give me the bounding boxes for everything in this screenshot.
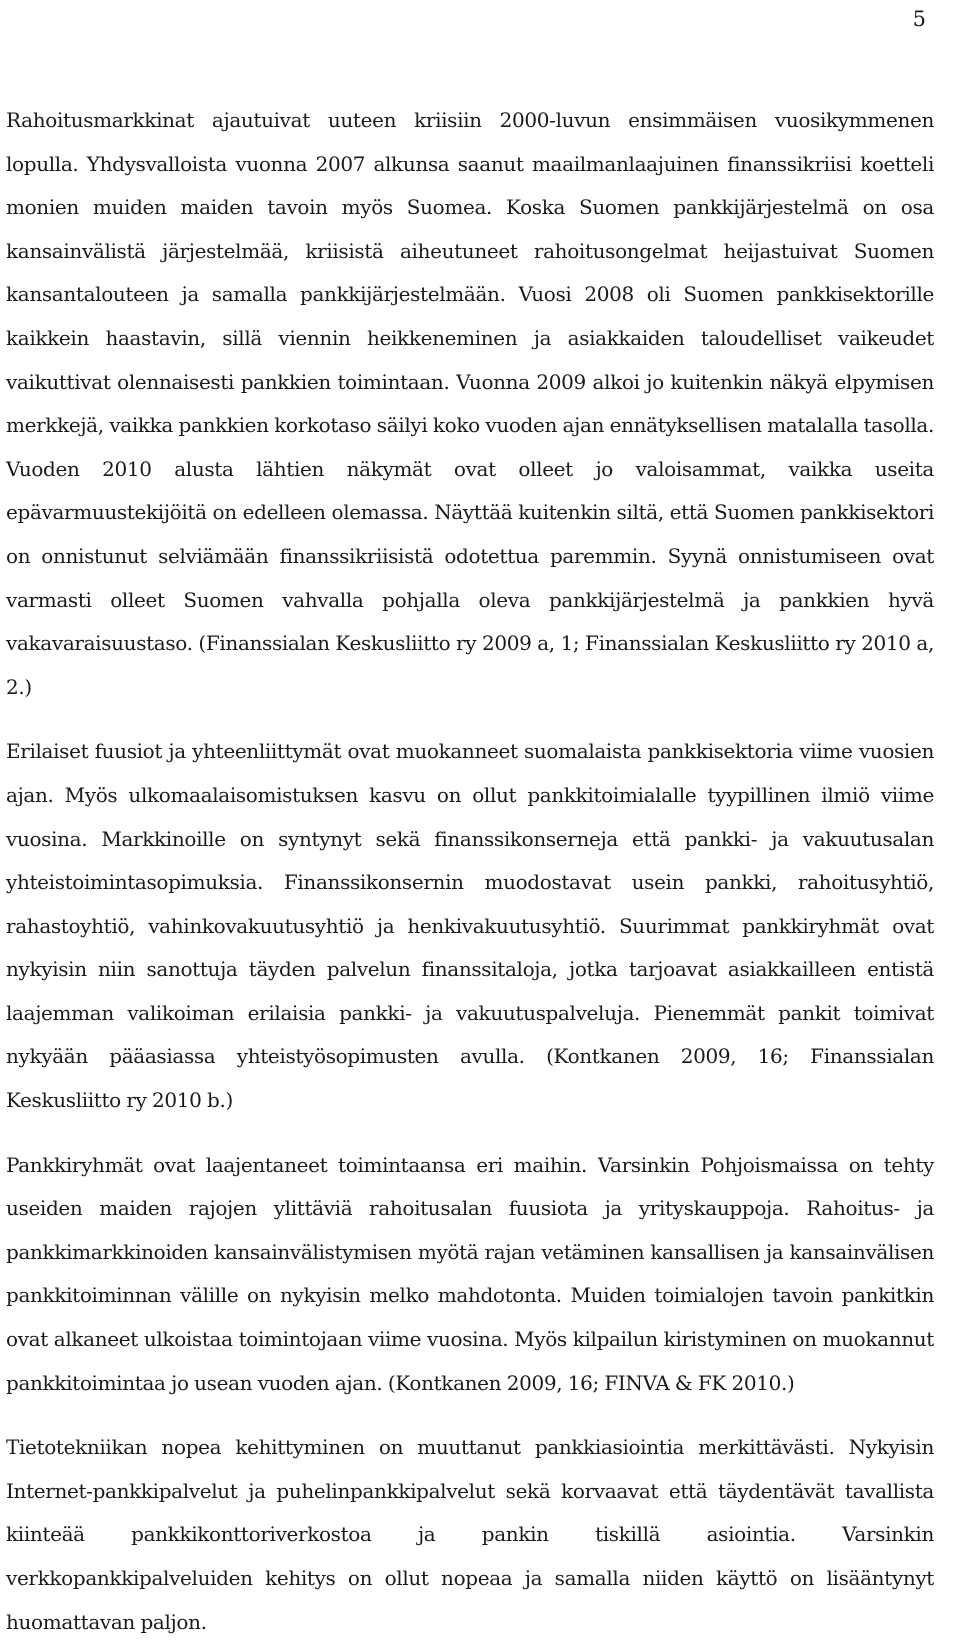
paragraph-mergers: Erilaiset fuusiot ja yhteenliittymät ovat muokanneet suomalaista pankkisektoria viime vuosien ajan. Myös ulkomaalaisomistuksen kasvu on ollut pankkitoimialalle tyypillinen ilmiö viime vuosina. Markkinoille on syntynyt sekä finanssikonserneja että pankki- ja vakuutusalan yhteistoimintasopimuksia. Finanssikonsernin muodostavat usein pankki, rahoitusyhtiö, rahastoyhtiö, vahinkovakuutusyhtiö ja henkivakuutusyhtiö. Suurimmat pankkiryhmät ovat nykyisin niin sanottuja täyden palvelun finanssitaloja, jotka tarjoavat asiakkailleen entistä laajemman valikoiman erilaisia pankki- ja vakuutuspalveluja. Pienemmät pankit toimivat nykyään pääasiassa yhteistyösopimusten avulla. (Kontkanen 2009, 16; Finanssialan Keskusliitto ry 2010 b.) [6, 739, 934, 1113]
page-number: 5 [912, 7, 926, 31]
paragraph-financial-crisis: Rahoitusmarkkinat ajautuivat uuteen kriisiin 2000-luvun ensimmäisen vuosikymmenen lopulla. Yhdysvalloista vuonna 2007 alkunsa saanut maailmanlaajuinen finanssikriisi koetteli monien muiden maiden tavoin myös Suomea. Koska Suomen pankkijärjestelmä on osa kansainvälistä järjestelmää, kriisistä aiheutuneet rahoitusongelmat heijastuivat Suomen kansantalouteen ja samalla pankkijärjestelmään. Vuosi 2008 oli Suomen pankkisektorille kaikkein haastavin, sillä viennin heikkeneminen ja asiakkaiden taloudelliset vaikeudet vaikuttivat olennaisesti pankkien toimintaan. Vuonna 2009 alkoi jo kuitenkin näkyä elpymisen merkkejä, vaikka pankkien korkotaso säilyi koko vuoden ajan ennätyksellisen matalalla tasolla. Vuoden 2010 alusta lähtien näkymät ovat olleet jo valoisammat, vaikka useita epävarmuustekijöitä on edelleen olemassa. Näyttää kuitenkin siltä, että Suomen pankkisektori on onnistunut selviämään finanssikriisistä odotettua paremmin. Syynä onnistumiseen ovat varmasti olleet Suomen vahvalla pohjalla oleva pankkijärjestelmä ja pankkien hyvä vakavaraisuustaso. (Finanssialan Keskusliitto ry 2009 a, 1; Finanssialan Keskusliitto ry 2010 a, 2.) [6, 108, 934, 699]
document-body [6, 99, 934, 1644]
paragraph-internationalization: Pankkiryhmät ovat laajentaneet toimintaansa eri maihin. Varsinkin Pohjoismaissa on tehty useiden maiden rajojen ylittäviä rahoitusalan fuusiota ja yrityskauppoja. Rahoitus- ja pankkimarkkinoiden kansainvälistymisen myötä rajan vetäminen kansallisen ja kansainvälisen pankkitoiminnan välille on nykyisin melko mahdotonta. Muiden toimialojen tavoin pankitkin ovat alkaneet ulkoistaa toimintojaan viime vuosina. Myös kilpailun kiristyminen on muokannut pankkitoimintaa jo usean vuoden ajan. (Kontkanen 2009, 16; FINVA & FK 2010.) [6, 1152, 934, 1395]
paragraph-information-technology: Tietotekniikan nopea kehittyminen on muuttanut pankkiasiointia merkittävästi. Nykyisin Internet-pankkipalvelut ja puhelinpankkipalvelut sekä korvaavat että täydentävät tavallista kiinteää pankkikonttoriverkostoa ja pankin tiskillä asiointia. Varsinkin verkkopankkipalveluiden kehitys on ollut nopeaa ja samalla niiden käyttö on lisääntynyt huomattavan paljon. [6, 1435, 934, 1634]
